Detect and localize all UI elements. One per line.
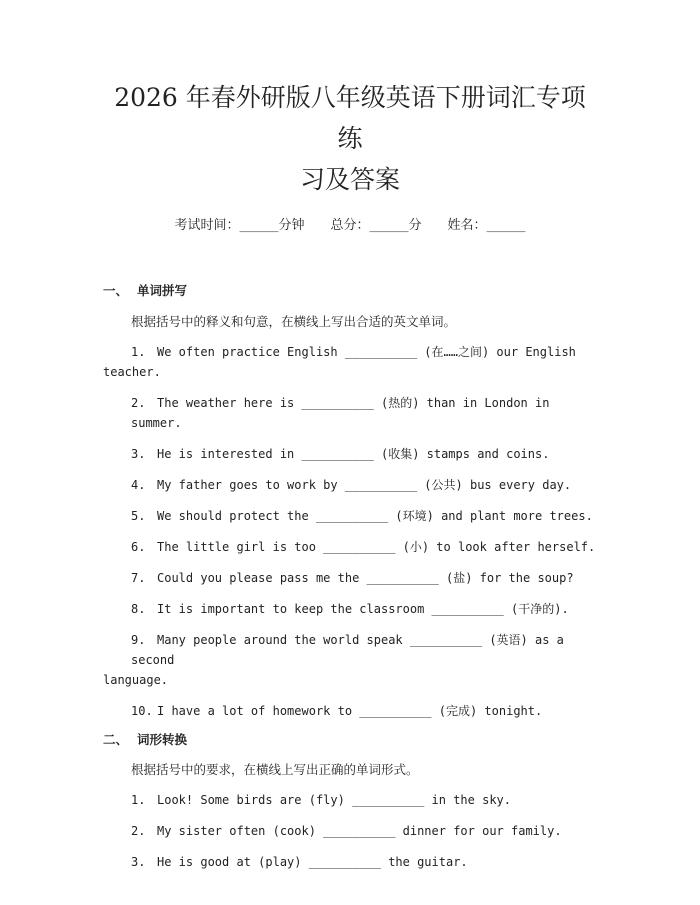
title-line-2: 习及答案	[299, 165, 400, 194]
section-1-heading	[103, 282, 597, 300]
question-item	[103, 568, 597, 588]
question-text: Look! Some birds are (fly) __________ in the sky.	[157, 793, 512, 807]
question-item	[103, 475, 597, 495]
question-number: 2.	[131, 396, 146, 410]
question-number: 6.	[131, 540, 146, 554]
question-text-continued: teacher.	[103, 365, 161, 379]
section-2-title: 词形转换	[137, 732, 188, 747]
question-number: 4.	[131, 478, 146, 492]
question-item	[103, 630, 597, 690]
question-item	[103, 393, 597, 433]
section-1-instruction: 根据括号中的释义和句意，在横线上写出合适的英文单词。	[131, 314, 457, 329]
question-item	[103, 821, 597, 841]
question-item	[103, 852, 597, 872]
exam-info	[103, 214, 597, 238]
question-item	[103, 342, 597, 382]
question-number: 5.	[131, 509, 146, 523]
question-number: 9.	[131, 633, 146, 647]
question-text: I have a lot of homework to __________ (完成) tonight.	[157, 704, 543, 718]
section-2-items	[103, 790, 597, 872]
exam-time: 考试时间：______分钟	[174, 218, 305, 233]
question-text: He is good at (play) __________ the guitar.	[157, 855, 468, 869]
question-text: It is important to keep the classroom __________ (干净的).	[157, 602, 569, 616]
question-number: 1.	[131, 345, 146, 359]
question-text-continued: language.	[103, 673, 169, 687]
question-text: My father goes to work by __________ (公共) bus every day.	[157, 478, 572, 492]
question-item	[103, 790, 597, 810]
section-1-number: 一、	[103, 283, 129, 298]
question-text: He is interested in __________ (收集) stamps and coins.	[157, 447, 550, 461]
section-1-items	[103, 342, 597, 721]
question-text: My sister often (cook) __________ dinner for our family.	[157, 824, 562, 838]
exam-name: 姓名：______	[447, 218, 526, 233]
exam-score: 总分：______分	[330, 218, 422, 233]
title-line-1: 2026 年春外研版八年级英语下册词汇专项练	[114, 83, 586, 153]
question-text: Many people around the world speak __________ (英语) as a second	[131, 633, 564, 667]
question-item	[103, 599, 597, 619]
question-number: 10.	[131, 704, 153, 718]
question-text: We should protect the __________ (环境) and plant more trees.	[157, 509, 593, 523]
question-text: The little girl is too __________ (小) to look after herself.	[157, 540, 596, 554]
question-number: 8.	[131, 602, 146, 616]
section-2-number: 二、	[103, 732, 129, 747]
question-number: 7.	[131, 571, 146, 585]
question-number: 1.	[131, 793, 146, 807]
question-number: 3.	[131, 447, 146, 461]
question-item	[103, 506, 597, 526]
question-item	[103, 537, 597, 557]
document-title	[103, 0, 597, 200]
section-1-title: 单词拼写	[137, 283, 188, 298]
section-2-heading	[103, 731, 597, 749]
question-item	[103, 444, 597, 464]
question-number: 2.	[131, 824, 146, 838]
question-text: We often practice English __________ (在……之间) our English	[157, 345, 576, 359]
section-2-instruction: 根据括号中的要求，在横线上写出正确的单词形式。	[131, 762, 419, 777]
question-number: 3.	[131, 855, 146, 869]
question-item	[103, 701, 597, 721]
question-text: The weather here is __________ (热的) than in London in summer.	[131, 396, 550, 430]
question-text: Could you please pass me the __________ (盐) for the soup?	[157, 571, 574, 585]
